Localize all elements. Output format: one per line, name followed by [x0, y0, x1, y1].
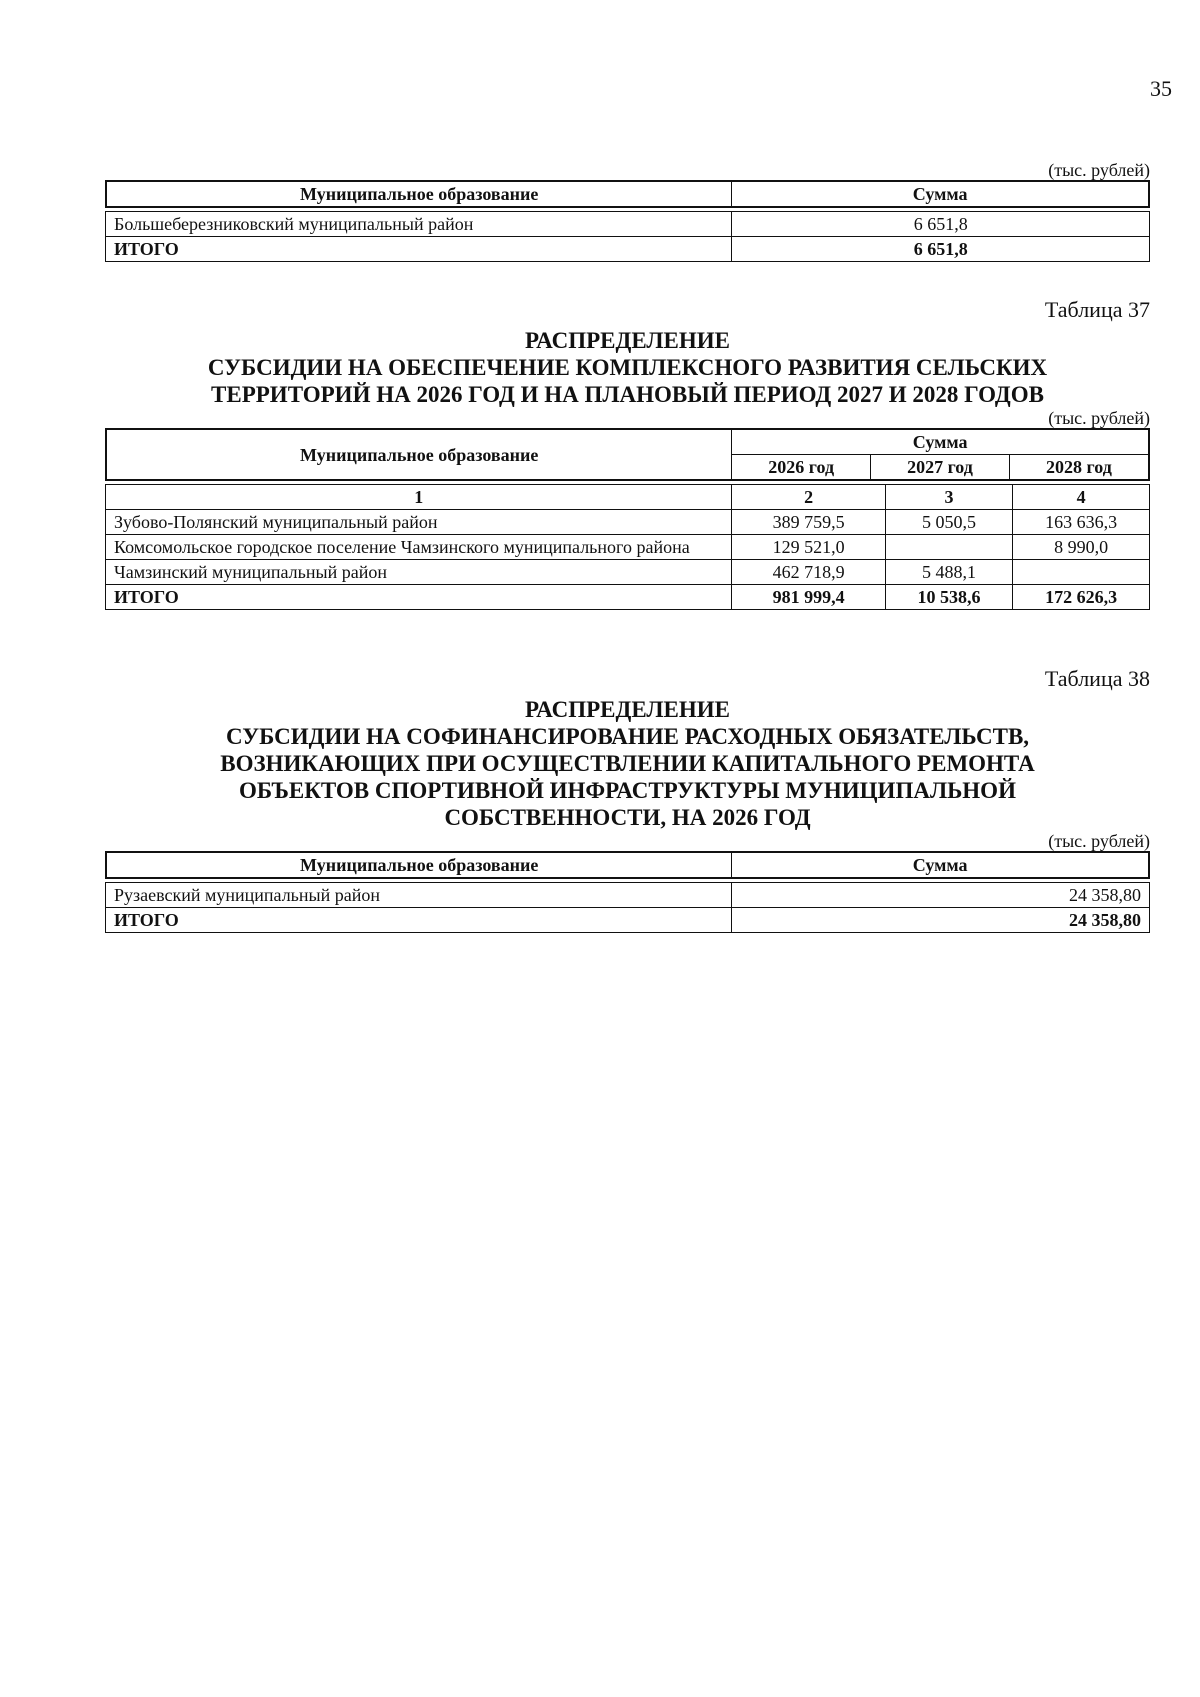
- table-prev-block: [105, 160, 1150, 262]
- column-header-2026: 2026 год: [732, 455, 871, 481]
- total-label: ИТОГО: [106, 908, 732, 933]
- row-2027: [885, 535, 1012, 560]
- total-2027: 10 538,6: [885, 585, 1012, 610]
- row-2028: 163 636,3: [1013, 510, 1150, 535]
- row-2026: 129 521,0: [732, 535, 885, 560]
- column-number-row: [106, 485, 1150, 510]
- row-sum: 24 358,80: [732, 883, 1150, 908]
- row-2028: 8 990,0: [1013, 535, 1150, 560]
- units-label: (тыс. рублей): [1048, 160, 1150, 180]
- column-header-municipality: Муниципальное образование: [106, 181, 732, 207]
- col-number: 4: [1013, 485, 1150, 510]
- row-name: Чамзинский муниципальный район: [106, 560, 732, 585]
- title-line: СУБСИДИИ НА ОБЕСПЕЧЕНИЕ КОМПЛЕКСНОГО РАЗВИТИЯ СЕЛЬСКИХ: [207, 355, 1048, 380]
- title-line: СУБСИДИИ НА СОФИНАНСИРОВАНИЕ РАСХОДНЫХ ОБЯЗАТЕЛЬСТВ,: [225, 724, 1030, 749]
- column-header-sum: Сумма: [732, 181, 1149, 207]
- table-row: [106, 510, 1150, 535]
- total-sum: 6 651,8: [732, 237, 1150, 262]
- page-number: 35: [1150, 76, 1172, 101]
- table-row: [106, 535, 1150, 560]
- table-37-title: [105, 327, 1150, 408]
- table-prev-header: [105, 180, 1150, 208]
- table-row: [106, 883, 1150, 908]
- column-header-2028: 2028 год: [1009, 455, 1149, 481]
- title-line: РАСПРЕДЕЛЕНИЕ: [525, 328, 730, 353]
- total-row: [106, 908, 1150, 933]
- table-prev-body: [105, 211, 1150, 262]
- table-37-label: Таблица 37: [1044, 297, 1150, 322]
- units-label: (тыс. рублей): [1048, 408, 1150, 428]
- title-line: ТЕРРИТОРИЙ НА 2026 ГОД И НА ПЛАНОВЫЙ ПЕРИОД 2027 И 2028 ГОДОВ: [211, 382, 1044, 407]
- column-header-sum: Сумма: [732, 852, 1149, 878]
- title-line: РАСПРЕДЕЛЕНИЕ: [525, 697, 730, 722]
- column-header-municipality: Муниципальное образование: [106, 429, 732, 480]
- units-label: (тыс. рублей): [1048, 831, 1150, 851]
- total-label: ИТОГО: [106, 585, 732, 610]
- col-number: 1: [106, 485, 732, 510]
- total-2028: 172 626,3: [1013, 585, 1150, 610]
- table-37-body: [105, 484, 1150, 610]
- row-sum: 6 651,8: [732, 212, 1150, 237]
- table-row: [106, 560, 1150, 585]
- row-2026: 389 759,5: [732, 510, 885, 535]
- total-row: [106, 585, 1150, 610]
- total-label: ИТОГО: [106, 237, 732, 262]
- row-name: Рузаевский муниципальный район: [106, 883, 732, 908]
- table-row: [106, 212, 1150, 237]
- table-38-block: [105, 666, 1150, 933]
- column-header-municipality: Муниципальное образование: [106, 852, 732, 878]
- column-header-2027: 2027 год: [871, 455, 1010, 481]
- total-sum: 24 358,80: [732, 908, 1150, 933]
- col-number: 2: [732, 485, 885, 510]
- row-name: Большеберезниковский муниципальный район: [106, 212, 732, 237]
- col-number: 3: [885, 485, 1012, 510]
- row-2026: 462 718,9: [732, 560, 885, 585]
- column-header-sum: Сумма: [732, 429, 1149, 455]
- table-37-header: [105, 428, 1150, 481]
- table-38-title: [105, 696, 1150, 831]
- table-37-block: [105, 297, 1150, 610]
- row-name: Зубово-Полянский муниципальный район: [106, 510, 732, 535]
- title-line: ВОЗНИКАЮЩИХ ПРИ ОСУЩЕСТВЛЕНИИ КАПИТАЛЬНОГО РЕМОНТА: [220, 751, 1035, 776]
- row-2027: 5 488,1: [885, 560, 1012, 585]
- title-line: ОБЪЕКТОВ СПОРТИВНОЙ ИНФРАСТРУКТУРЫ МУНИЦИПАЛЬНОЙ: [239, 778, 1016, 803]
- row-2027: 5 050,5: [885, 510, 1012, 535]
- title-line: СОБСТВЕННОСТИ, НА 2026 ГОД: [444, 805, 811, 830]
- row-name: Комсомольское городское поселение Чамзинского муниципального района: [106, 535, 732, 560]
- table-38-body: [105, 882, 1150, 933]
- total-2026: 981 999,4: [732, 585, 885, 610]
- table-38-label: Таблица 38: [1044, 666, 1150, 691]
- total-row: [106, 237, 1150, 262]
- row-2028: [1013, 560, 1150, 585]
- table-38-header: [105, 851, 1150, 879]
